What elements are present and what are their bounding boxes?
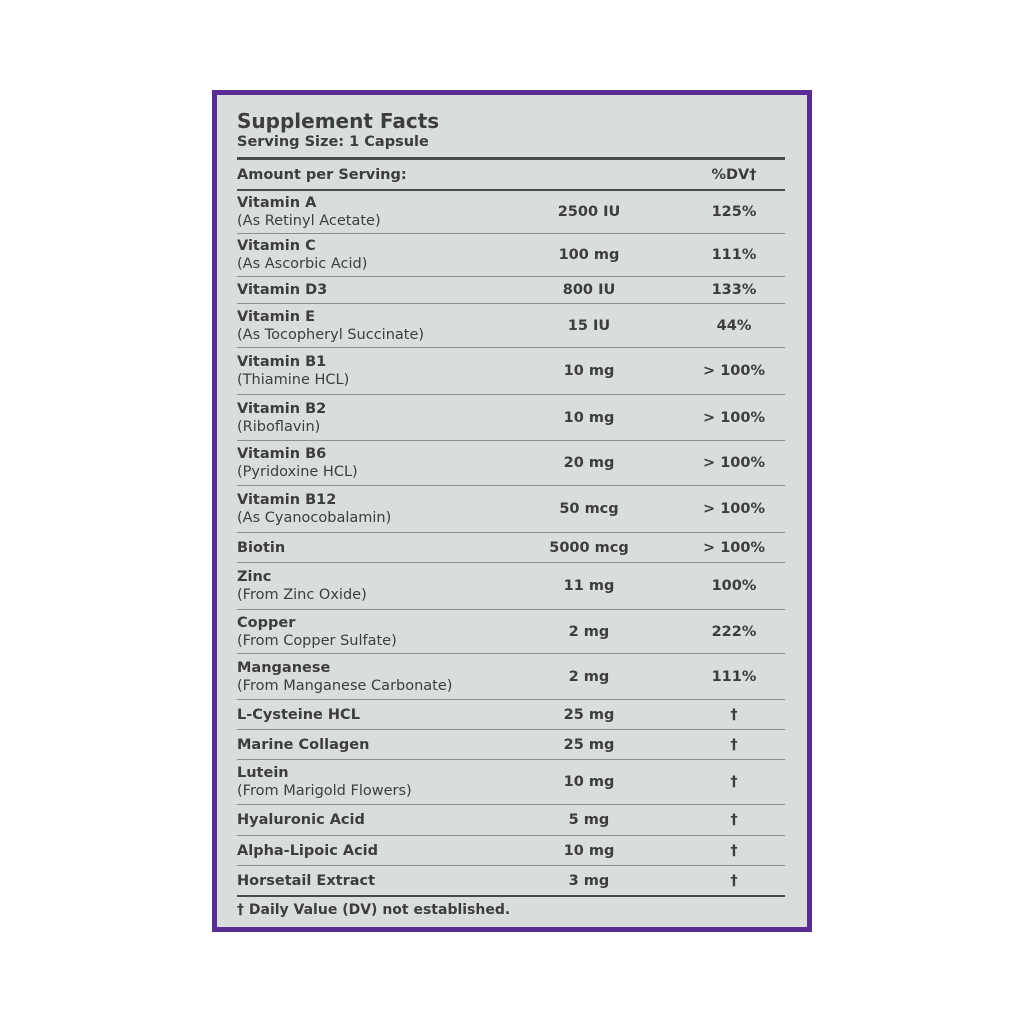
table-header (237, 160, 785, 189)
amount-value: 11 mg (563, 578, 615, 594)
nutrient-name-cell (237, 353, 505, 389)
dv-value: † (730, 706, 738, 723)
serving-size: Serving Size: 1 Capsule (237, 134, 429, 150)
nutrient-source: (As Cyanocobalamin) (237, 510, 392, 526)
nutrient-name-cell (237, 445, 505, 481)
amount-value: 2500 IU (557, 204, 621, 220)
page-title: Supplement Facts (237, 109, 440, 133)
nutrient-source: (Thiamine HCL) (237, 372, 350, 388)
amount-value: 10 mg (563, 774, 615, 790)
dv-value: 133% (711, 282, 757, 298)
nutrient-source: (From Manganese Carbonate) (237, 677, 453, 694)
nutrient-source: (As Ascorbic Acid) (237, 256, 368, 272)
amount-value: 10 mg (563, 409, 615, 426)
nutrient-name: Vitamin E (237, 308, 316, 325)
amount-value: 15 IU (567, 317, 611, 334)
nutrient-name-cell (237, 194, 505, 230)
amount-header: Amount per Serving: (237, 166, 407, 183)
nutrient-name: Zinc (237, 569, 272, 585)
amount-value: 25 mg (563, 736, 615, 753)
amount-value: 10 mg (563, 842, 615, 859)
dv-value: 222% (711, 623, 757, 640)
dv-value: † (730, 872, 738, 889)
nutrient-name: Vitamin B12 (237, 492, 337, 508)
table-row (237, 441, 785, 486)
dv-value: 111% (711, 668, 757, 685)
amount-value: 10 mg (563, 363, 615, 379)
amount-value: 100 mg (558, 247, 620, 263)
nutrient-source: (From Copper Sulfate) (237, 632, 397, 649)
nutrient-name-cell (237, 539, 505, 557)
dv-value: > 100% (703, 409, 765, 426)
nutrient-name-cell (237, 842, 505, 860)
nutrient-name: Alpha-Lipoic Acid (237, 842, 379, 859)
nutrient-name: Marine Collagen (237, 736, 370, 753)
table-row (237, 395, 785, 441)
amount-value: 800 IU (562, 282, 616, 298)
table-row (237, 866, 785, 897)
dv-value: † (730, 774, 738, 790)
nutrient-name-cell (237, 308, 505, 344)
amount-value: 50 mcg (559, 501, 619, 517)
nutrient-name-cell (237, 491, 505, 527)
table-row (237, 486, 785, 533)
nutrient-name-cell (237, 400, 505, 436)
table-row (237, 563, 785, 610)
nutrient-name: Vitamin B1 (237, 354, 327, 370)
nutrient-name-cell (237, 568, 505, 604)
dv-value: 100% (711, 578, 757, 594)
nutrient-name: Hyaluronic Acid (237, 812, 365, 828)
nutrient-source: (Riboflavin) (237, 418, 321, 435)
nutrient-name-cell (237, 614, 505, 650)
amount-value: 5000 mcg (549, 539, 629, 556)
table-row (237, 533, 785, 563)
nutrient-name-cell (237, 811, 505, 829)
nutrient-name-cell (237, 706, 505, 724)
nutrient-name: Horsetail Extract (237, 872, 376, 889)
nutrient-name: Vitamin B2 (237, 400, 327, 417)
dv-value: † (730, 842, 738, 859)
nutrient-name-cell (237, 659, 505, 695)
nutrient-name-cell (237, 736, 505, 754)
table-row (237, 836, 785, 866)
table-row (237, 277, 785, 304)
nutrient-source: (As Retinyl Acetate) (237, 213, 381, 229)
amount-value: 25 mg (563, 706, 615, 723)
dv-value: > 100% (703, 539, 765, 556)
amount-value: 2 mg (568, 623, 610, 640)
nutrient-name-cell (237, 764, 505, 800)
table-row (237, 234, 785, 277)
nutrient-name: Manganese (237, 659, 331, 676)
table-row (237, 348, 785, 395)
supplement-facts-panel (212, 90, 812, 932)
amount-value: 2 mg (568, 668, 610, 685)
table-row (237, 730, 785, 760)
nutrient-source: (From Marigold Flowers) (237, 783, 412, 799)
nutrient-source: (Pyridoxine HCL) (237, 464, 358, 480)
nutrient-table (237, 191, 785, 897)
dv-value: > 100% (703, 501, 765, 517)
table-row (237, 700, 785, 730)
nutrient-name-cell (237, 872, 505, 890)
table-row (237, 760, 785, 805)
nutrient-name-cell (237, 281, 505, 299)
nutrient-name: Biotin (237, 539, 286, 556)
amount-value: 5 mg (568, 812, 610, 828)
dv-value: 125% (711, 204, 757, 220)
dv-value: † (730, 812, 738, 828)
dv-value: 44% (716, 317, 752, 334)
nutrient-name: Vitamin D3 (237, 282, 328, 298)
table-row (237, 805, 785, 836)
nutrient-name-cell (237, 237, 505, 273)
dv-value: 111% (711, 247, 757, 263)
nutrient-name: L-Cysteine HCL (237, 706, 360, 723)
nutrient-name: Lutein (237, 765, 289, 781)
amount-value: 3 mg (568, 872, 610, 889)
table-row (237, 610, 785, 654)
nutrient-name: Vitamin C (237, 238, 316, 254)
nutrient-name: Copper (237, 614, 296, 631)
dv-value: > 100% (703, 455, 765, 471)
nutrient-name: Vitamin B6 (237, 446, 327, 462)
amount-value: 20 mg (563, 455, 615, 471)
dv-value: † (730, 736, 738, 753)
dv-value: > 100% (703, 363, 765, 379)
dv-header: %DV† (711, 166, 757, 183)
table-row (237, 191, 785, 234)
footnote: † Daily Value (DV) not established. (237, 902, 511, 918)
nutrient-source: (As Tocopheryl Succinate) (237, 326, 425, 343)
table-row (237, 654, 785, 700)
nutrient-source: (From Zinc Oxide) (237, 587, 367, 603)
table-row (237, 304, 785, 348)
nutrient-name: Vitamin A (237, 195, 317, 211)
